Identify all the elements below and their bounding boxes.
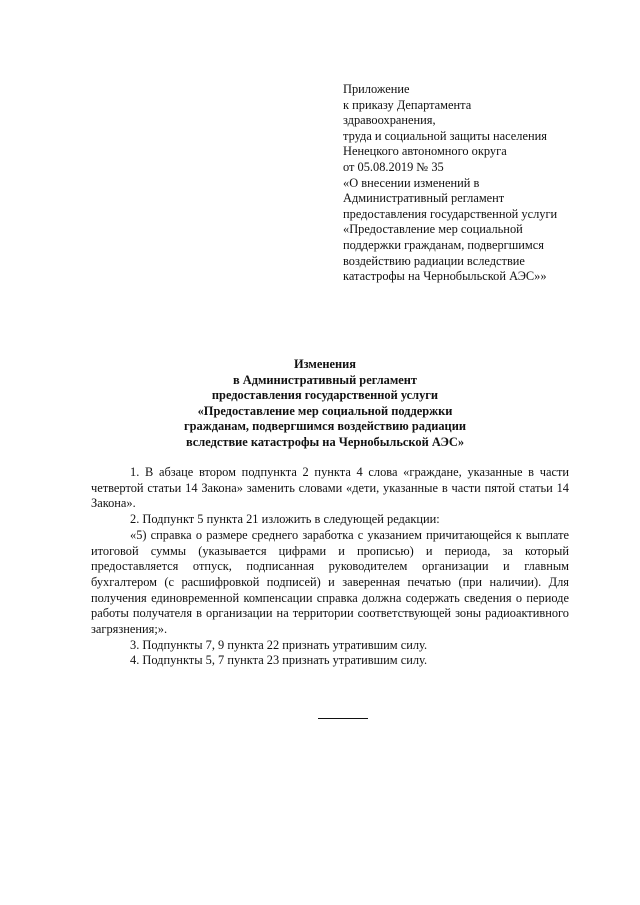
appendix-line: Приложение xyxy=(343,82,410,96)
appendix-line: Административный регламент xyxy=(343,191,505,206)
appendix-line: Ненецкого автономного округа xyxy=(343,144,507,159)
appendix-line: катастрофы на Чернобыльской АЭС»» xyxy=(343,269,547,284)
title-line: вследствие катастрофы на Чернобыльской АЭС» xyxy=(185,434,465,449)
appendix-line: «Предоставление мер социальной xyxy=(343,222,523,237)
appendix-line: от 05.08.2019 № 35 xyxy=(343,159,444,174)
title-line: гражданам, подвергшимся воздействию радиации xyxy=(184,419,466,434)
appendix-line: «О внесении изменений в xyxy=(343,175,480,190)
body-paragraph-3: «5) справка о размере среднего заработка с указанием причитающейся к выплате итоговой суммы (указывается цифрами и прописью) и периода, за который предоставляется отпуск, подписанная руководителем организации и главным бухгалтером (с расшифровкой подписей) и заверенная печатью (при наличии). Для получения единовременной компенсации справка должна содержать сведения о периоде работы получателя в организации на территории соответствующей зоны радиоактивного загрязнения;». xyxy=(91,527,569,637)
appendix-line: труда и социальной защиты населения xyxy=(343,128,547,143)
body-paragraph-4: 3. Подпункты 7, 9 пункта 22 признать утратившим силу. xyxy=(130,637,428,652)
appendix-line: здравоохранения, xyxy=(343,113,436,128)
title-line: в Административный регламент xyxy=(232,372,418,387)
title-line: Изменения xyxy=(293,357,356,371)
body-paragraph-1: 1. В абзаце втором подпункта 2 пункта 4 слова «граждане, указанные в части четвертой статьи 14 Закона» заменить словами «дети, указанные в части пятой статьи 14 Закона». xyxy=(91,465,569,511)
title-line: «Предоставление мер социальной поддержки xyxy=(197,403,453,418)
closing-divider xyxy=(318,718,368,719)
document-body xyxy=(91,465,569,669)
appendix-line: поддержки гражданам, подвергшимся xyxy=(343,237,544,252)
appendix-line: к приказу Департамента xyxy=(343,97,472,112)
document-title xyxy=(100,357,550,451)
appendix-header xyxy=(343,82,623,285)
title-line: предоставления государственной услуги xyxy=(211,388,439,403)
appendix-line: воздействию радиации вследствие xyxy=(343,253,525,268)
body-paragraph-5: 4. Подпункты 5, 7 пункта 23 признать утратившим силу. xyxy=(130,653,428,668)
appendix-line: предоставления государственной услуги xyxy=(343,206,558,221)
body-paragraph-2: 2. Подпункт 5 пункта 21 изложить в следующей редакции: xyxy=(130,512,440,527)
